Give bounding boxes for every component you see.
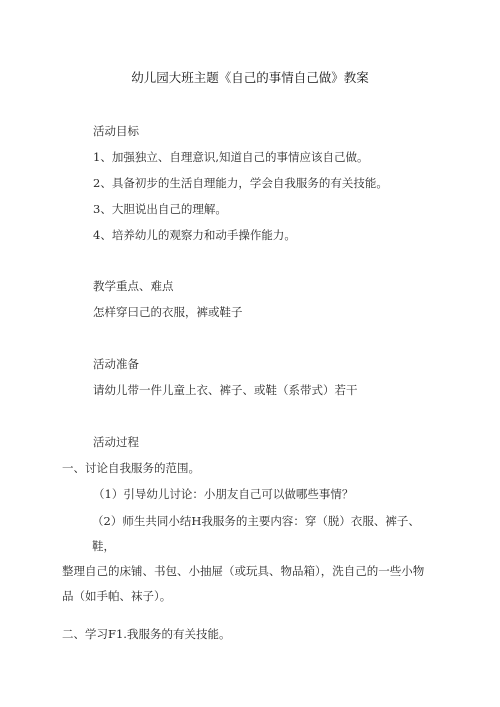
- goal-item-3: 3、大胆说出自己的理解。: [93, 202, 227, 216]
- process-sub-2: [62, 509, 442, 609]
- process-step-1: 一、讨论自我服务的范围。: [62, 461, 200, 475]
- preparation-heading: 活动准备: [93, 357, 139, 371]
- key-points-heading: 教学重点、难点: [93, 279, 174, 293]
- key-points-text: 怎样穿曰己的衣服，裤或鞋子: [93, 305, 243, 319]
- goal-item-1: 1、加强独立、自理意识,知道自己的事情应该自己做。: [93, 150, 369, 164]
- process-step-2: 二、学习F1.我服务的有关技能。: [62, 627, 231, 641]
- process-sub-2-line-3: 品（如手帕、袜子）。: [62, 589, 172, 603]
- process-sub-1: （1）引导幼儿讨论：小朋友自己可以做哪些事情？: [93, 487, 354, 501]
- process-sub-2-line-1: （2）师生共同小结H我服务的主要内容：穿（脱）衣服、裤子、鞋，: [92, 514, 420, 553]
- process-sub-2-line-2: 整理自己的床铺、书包、小抽屉（或玩具、物品箱），洗自己的一些小物: [62, 564, 425, 578]
- goal-item-4: 4、培养幼儿的观察力和动手操作能力。: [93, 228, 296, 242]
- document-title: 幼儿园大班主题《自己的事情自己做》教案: [131, 70, 369, 85]
- goals-heading: 活动目标: [93, 124, 139, 138]
- goal-item-2: 2、具备初步的生活自理能力，学会自我服务的有关技能。: [93, 176, 388, 190]
- preparation-text: 请幼儿带一件儿童上衣、裤子、或鞋（系带式）若干: [93, 383, 358, 397]
- process-heading: 活动过程: [93, 435, 139, 449]
